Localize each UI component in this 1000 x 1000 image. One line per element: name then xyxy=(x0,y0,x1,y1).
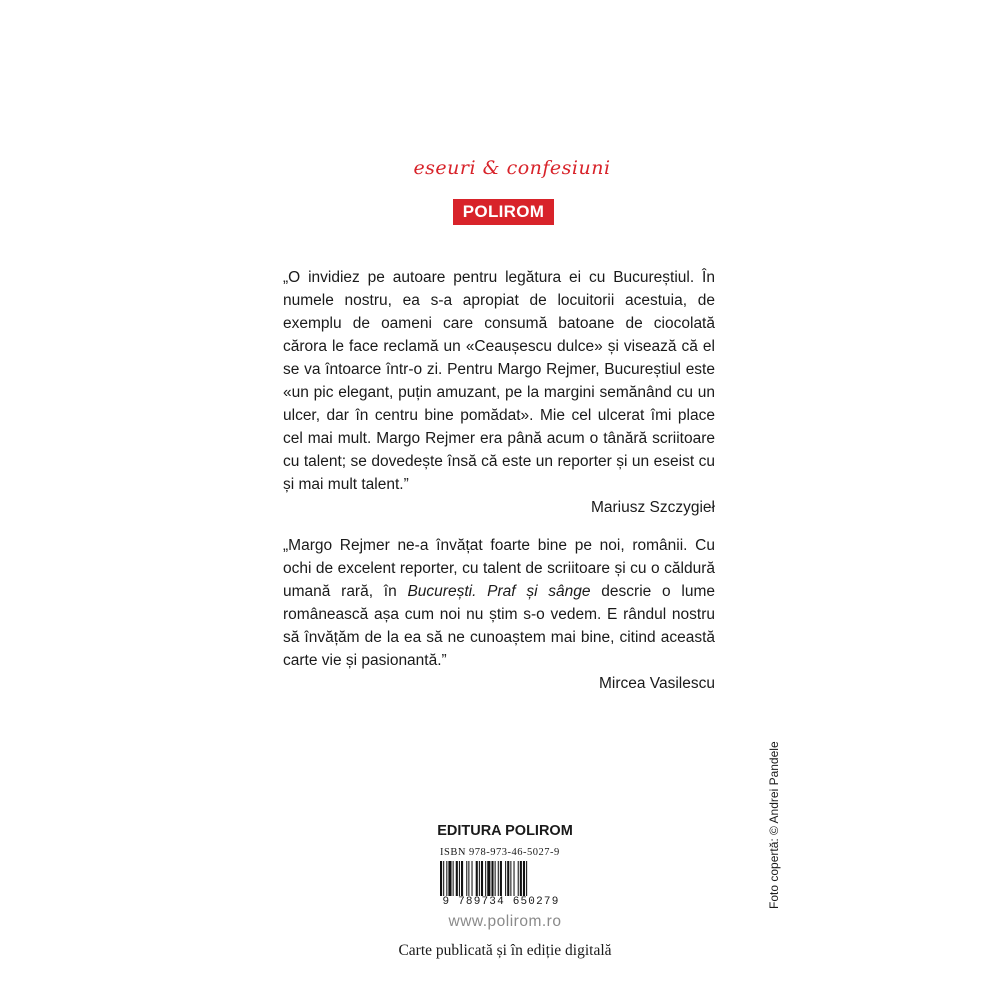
publisher-logo: POLIROM xyxy=(453,199,554,225)
publisher-name: EDITURA POLIROM xyxy=(437,823,573,839)
book-title: București. Praf și sânge xyxy=(407,583,591,600)
website-link[interactable]: www.polirom.ro xyxy=(448,913,562,930)
isbn: ISBN 978-973-46-5027-9 xyxy=(440,847,560,858)
barcode-digits: 9 789734 650279 xyxy=(432,896,570,908)
quote-text: descrie o lume românească așa cum noi nu știm s-o vedem. E rândul nostru să învățăm de la ea să ne cunoaștem mai bine, citind această carte vie și pasionantă.” xyxy=(283,583,715,669)
digital-edition-note: Carte publicată și în ediție digitală xyxy=(398,942,612,959)
photo-credit: Foto copertă: © Andrei Pandele xyxy=(767,741,781,909)
series-label: eseuri & confesiuni xyxy=(413,157,611,179)
blurbs xyxy=(283,266,715,710)
blurb-author-2: Mircea Vasilescu xyxy=(598,675,715,692)
blurb-author-1: Mariusz Szczygieł xyxy=(590,499,715,516)
blurb-quote-1 xyxy=(283,266,715,496)
quote-text: „O invidiez pe autoare pentru legătura ei cu Bucureștiul. În numele nostru, ea s-a apropiat de locuitorii acestuia, de exemplu de oameni care consumă batoane de ciocolată cărora le face reclamă un «Ceaușescu dulce» și visează că el se va întoarce într-o zi. Pentru Margo Rejmer, Bucureștiul este «un pic elegant, puțin amuzant, pe la margini semănând cu un ulcer, dar în centru bine pomădat». Mie cel ulcerat îmi place cel mai mult. Margo Rejmer era până acum o tânără scriitoare cu talent; se dovedește însă că este un reporter și un eseist cu și mai mult talent.” xyxy=(283,269,715,493)
quote-text: „Margo Rejmer ne-a învățat foarte bine pe noi, românii. Cu ochi de excelent reporter, cu talent de scriitoare și cu o căldură umană rară, în xyxy=(283,537,715,600)
blurb-quote-2 xyxy=(283,534,715,672)
